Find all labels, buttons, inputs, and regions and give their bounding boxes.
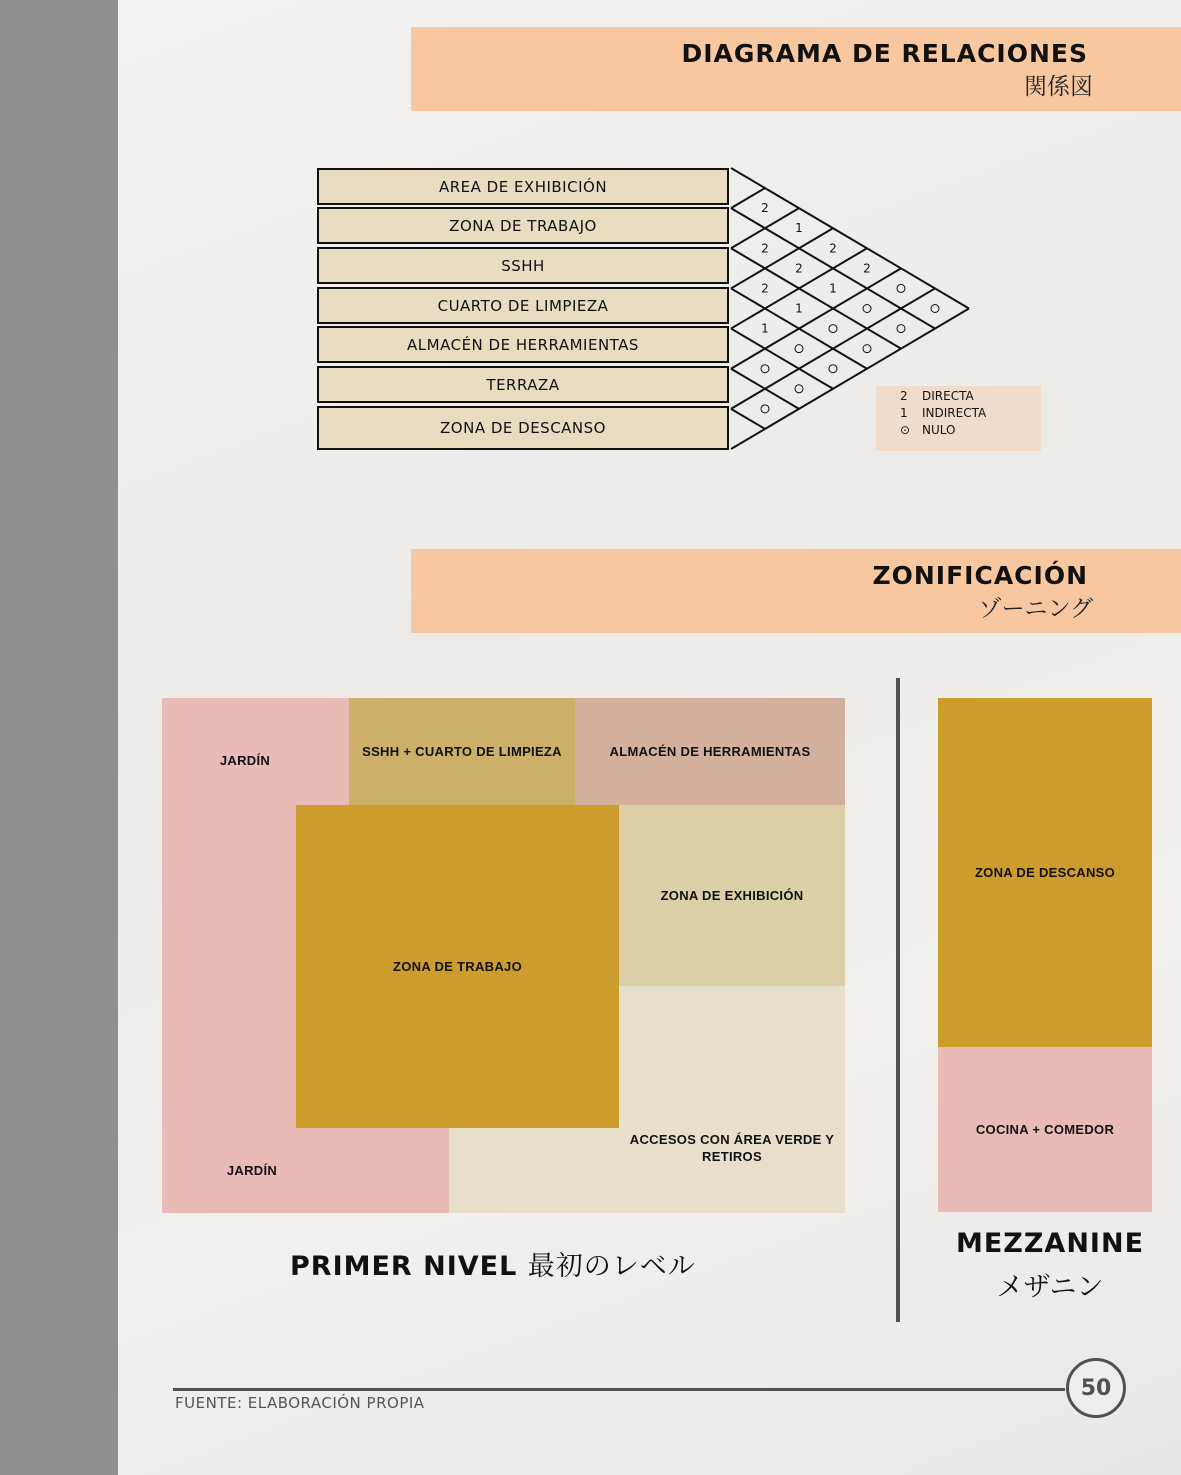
legend-item: 2 DIRECTA (900, 389, 974, 403)
relation-value: 2 (761, 241, 769, 256)
mezzanine-caption: MEZZANINE (955, 1228, 1145, 1259)
relation-row: ZONA DE DESCANSO (317, 406, 729, 450)
zone-jardin-bottom-label: JARDÍN (226, 1162, 278, 1178)
zone-jardin-top-label: JARDÍN (219, 752, 271, 768)
null-relation-icon (863, 305, 871, 313)
zone-accesos-label: ACCESOS CON ÁREA VERDE Y RETIROS (629, 1132, 835, 1164)
legend-item: ⊙ NULO (900, 423, 956, 437)
relation-value: 1 (761, 321, 769, 336)
relation-value: 2 (795, 261, 803, 276)
zone-descanso: ZONA DE DESCANSO (938, 698, 1152, 1047)
zoning-title: ZONIFICACIÓN (872, 561, 1088, 590)
relation-row: AREA DE EXHIBICIÓN (317, 168, 729, 205)
null-relation-icon (761, 365, 769, 373)
legend-item: 1 INDIRECTA (900, 406, 987, 420)
relations-banner (411, 27, 1181, 111)
relation-legend (876, 386, 1041, 451)
zoning-banner (411, 549, 1181, 633)
relation-row: TERRAZA (317, 366, 729, 403)
null-relation-icon (795, 345, 803, 353)
relation-value: 2 (761, 201, 769, 216)
null-relation-icon (931, 305, 939, 313)
zone-trabajo: ZONA DE TRABAJO (296, 805, 619, 1128)
relation-row: ALMACÉN DE HERRAMIENTAS (317, 326, 729, 363)
zoning-subtitle: ゾーニング (978, 596, 1093, 622)
zone-exhibicion: ZONA DE EXHIBICIÓN (619, 805, 845, 986)
zone-cocina: COCINA + COMEDOR (938, 1047, 1152, 1212)
footer-source: FUENTE: ELABORACIÓN PROPIA (175, 1394, 425, 1412)
null-relation-icon (795, 385, 803, 393)
null-relation-icon (829, 325, 837, 333)
null-relation-icon (897, 284, 905, 292)
relations-title: DIAGRAMA DE RELACIONES (681, 39, 1088, 68)
divider-line (896, 678, 900, 1322)
null-relation-icon (897, 325, 905, 333)
relations-subtitle: 関係図 (1024, 74, 1093, 100)
mezzanine-caption-jp: メザニン (996, 1272, 1104, 1303)
null-relation-icon (761, 405, 769, 413)
relation-value: 1 (829, 281, 837, 296)
page-number: 50 (1066, 1358, 1126, 1418)
relation-value: 2 (863, 261, 871, 276)
zone-almacen: ALMACÉN DE HERRAMIENTAS (575, 698, 845, 805)
first-level-caption: PRIMER NIVEL 最初のレベル (290, 1251, 696, 1282)
relation-row: SSHH (317, 247, 729, 284)
relation-value: 1 (795, 301, 803, 316)
relation-row: CUARTO DE LIMPIEZA (317, 287, 729, 324)
zone-sshh: SSHH + CUARTO DE LIMPIEZA (349, 698, 575, 805)
relation-row: ZONA DE TRABAJO (317, 207, 729, 244)
relation-value: 2 (829, 241, 837, 256)
null-relation-icon (829, 365, 837, 373)
null-relation-icon (863, 345, 871, 353)
relation-value: 2 (761, 281, 769, 296)
relation-value: 1 (795, 221, 803, 236)
footer-line (173, 1388, 1065, 1391)
sidebar-strip (0, 0, 118, 1475)
